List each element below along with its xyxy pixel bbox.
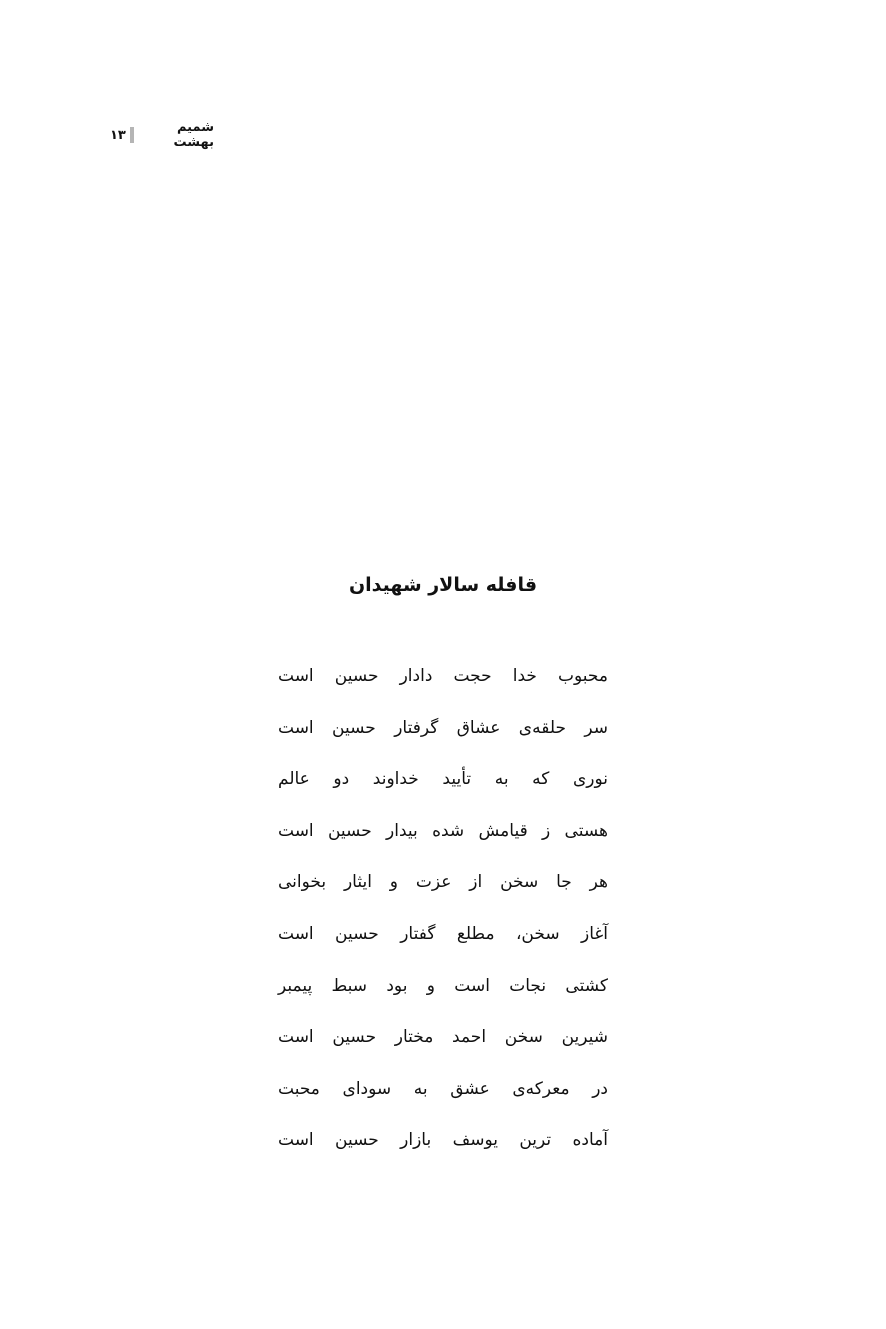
poem-line: در معرکه‌ی عشق به سودای محبت	[278, 1078, 608, 1099]
poem-line: کشتی نجات است و بود سبط پیمبر	[278, 975, 608, 996]
running-header	[110, 120, 214, 150]
poem-title: قافله سالار شهیدان	[348, 574, 538, 596]
header-divider	[130, 127, 135, 143]
poem-line: هر جا سخن از عزت و ایثار بخوانی	[278, 872, 608, 893]
book-title: شمیم بهشت	[173, 120, 214, 150]
poem-line: محبوب خدا حجت دادار حسین است	[278, 666, 608, 686]
page-number: ۱۳	[110, 127, 126, 143]
poem-line: آماده ترین یوسف بازار حسین است	[278, 1130, 608, 1151]
poem-line: هستی ز قیامش شده بیدار حسین است	[278, 820, 608, 841]
poem-line: نوری که به تأیید خداوند دو عالم	[278, 769, 608, 790]
poem-line: سر حلقه‌ی عشاق گرفتار حسین است	[278, 717, 608, 738]
poem-line: شیرین سخن احمد مختار حسین است	[278, 1027, 608, 1048]
poem-line: آغاز سخن، مطلع گفتار حسین است	[278, 923, 608, 944]
poem-body	[278, 660, 608, 1176]
